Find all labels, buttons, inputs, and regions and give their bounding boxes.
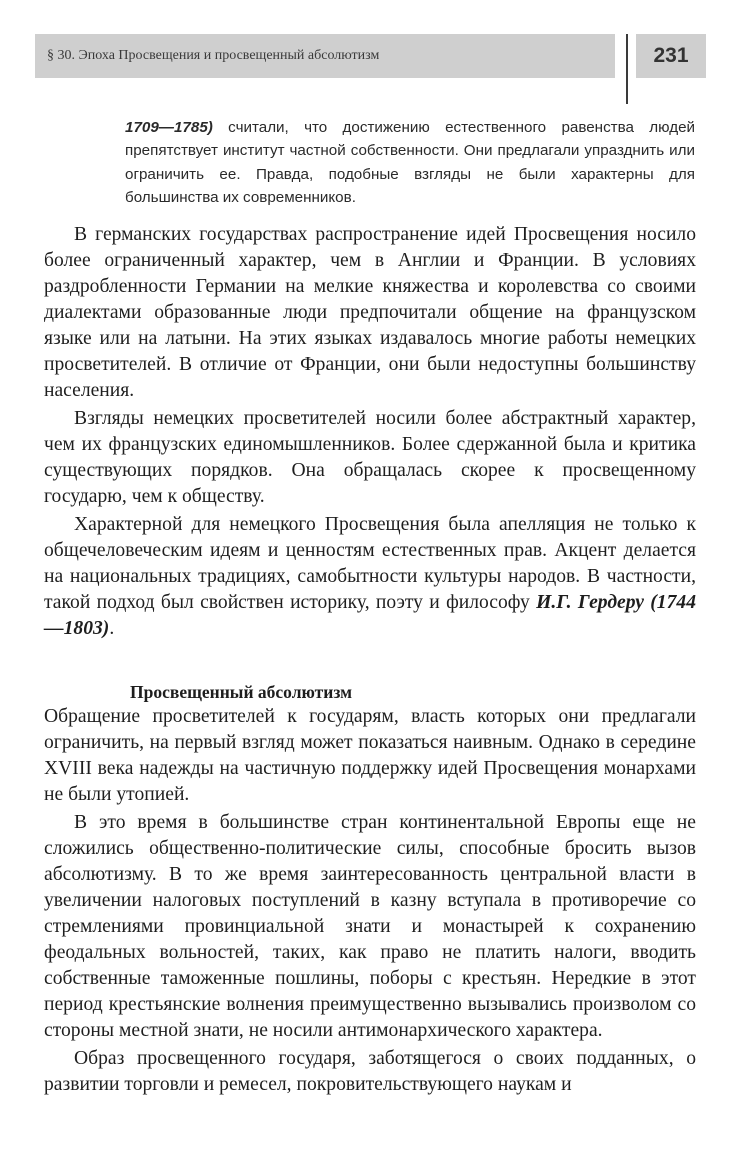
paragraph-german-enlightenment: В германских государствах распространение идей Просвещения носило более ограниченный характер, чем в Англии и Франции. В условиях раздробленности Германии на мелкие княжества и королевства со своими диалектами образованные люди предпочитали общение на французском языке или на латыни. На этих языках издавалось многие работы немецких просветителей. В отличие от Франции, они были недоступны большинству населения. <box>44 224 696 401</box>
paragraph-continental-europe: В это время в большинстве стран континентальной Европы еще не сложились общественно-политические силы, способные бросить вызов абсолютизму. В то же время заинтересованность центральной власти в увеличении налоговых поступлений в казну вступала в противоречие со стремлениями провинциальной знати и монастырей к сохранению феодальных вольностей, таких, как право не платить налоги, вводить собственные таможенные пошлины, поборы с крестьян. Нередкие в этот период крестьянские волнения преимущественно вызывались произволом со стороны местной знати, не носили антимонархического характера. <box>44 812 696 1041</box>
main-text <box>44 222 696 1100</box>
paragraph-german-views: Взгляды немецких просветителей носили более абстрактный характер, чем их французских единомышленников. Более сдержанной была и критика существующих порядков. Она обращалась скорее к просвещенному государю, чем к обществу. <box>44 408 696 507</box>
page-number: 231 <box>636 34 706 78</box>
paragraph-herder-end: . <box>109 618 115 639</box>
header-divider <box>626 34 628 104</box>
paragraph-herder <box>44 512 696 642</box>
sidebar-note <box>125 116 695 209</box>
running-header-title: § 30. Эпоха Просвещения и просвещенный абсолютизм <box>47 48 380 63</box>
sidebar-note-text: считали, что достижению естественного равенства людей препятствует институт частной собственности. Они предлагали упразднить или ограничить ее. Правда, подобные взгляды не были характерны для большинства их современников. <box>125 119 695 206</box>
paragraph-appeal: Обращение просветителей к государям, власть которых они предлагали ограничить, на первый взгляд может показаться наивным. Однако в середине XVIII века надежды на частичную поддержку идей Просвещения монархами не были утопией. <box>44 706 696 805</box>
section-title: Просвещенный абсолютизм <box>130 682 353 702</box>
herder-name: И.Г. Гердеру (1744—1803) <box>44 592 696 639</box>
sidebar-note-italic: 1709—1785) <box>125 119 213 136</box>
running-header <box>35 34 615 78</box>
paragraph-enlightened-ruler: Образ просвещенного государя, заботящегося о своих подданных, о развитии торговли и ремесел, покровительствующего наукам и <box>44 1048 696 1095</box>
paragraph-herder-text: Характерной для немецкого Просвещения была апелляция не только к общечеловеческим идеям и ценностям естественных прав. Акцент делается на национальных традициях, самобытности культуры народов. В частности, такой подход был свойствен историку, поэту и философу <box>44 514 696 613</box>
